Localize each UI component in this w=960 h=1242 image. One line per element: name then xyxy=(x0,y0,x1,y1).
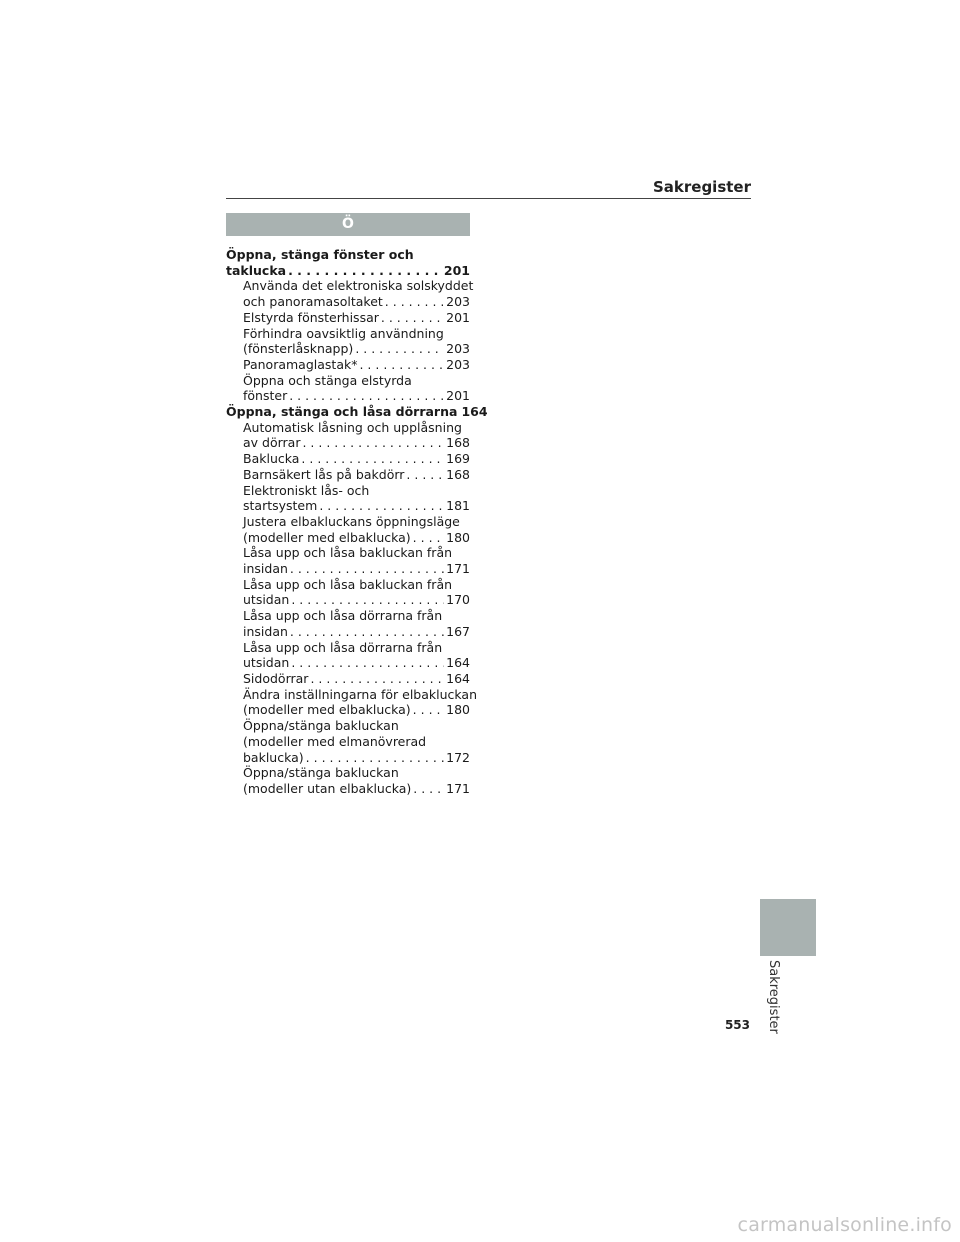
index-entry-line xyxy=(243,310,470,326)
index-entry-line xyxy=(243,561,470,577)
dot-leader xyxy=(289,655,444,671)
index-entry-term: insidan xyxy=(243,561,288,577)
index-entry-text-line: (modeller med elmanövrerad xyxy=(243,733,427,749)
index-entry-sub xyxy=(226,420,470,451)
index-entry-term: utsidan xyxy=(243,655,290,671)
index-entry-term: Elstyrda fönsterhissar xyxy=(243,309,379,325)
index-entry-line xyxy=(243,435,470,451)
index-entry-term: Sidodörrar xyxy=(243,670,309,686)
dot-leader xyxy=(288,561,444,577)
section-letter-band: Ö xyxy=(226,213,470,236)
side-tab-label: Sakregister xyxy=(766,960,781,1034)
dot-leader xyxy=(411,702,444,718)
index-entry-line xyxy=(243,781,470,797)
dot-leader xyxy=(357,357,444,373)
index-entry-page: 172 xyxy=(446,749,470,765)
index-entry-text-line: Låsa upp och låsa bakluckan från xyxy=(243,545,453,561)
dot-leader xyxy=(411,781,444,797)
index-entry-term: insidan xyxy=(243,623,288,639)
dot-leader xyxy=(300,435,444,451)
index-entry-term: Barnsäkert lås på bakdörr xyxy=(243,466,405,482)
index-entry-term: (modeller med elbaklucka) xyxy=(243,702,411,718)
index-entry-line xyxy=(243,467,470,483)
index-entry-term: (fönsterlåsknapp) xyxy=(243,341,354,357)
index-entry-line xyxy=(243,294,470,310)
index-entry-text-line: Justera elbakluckans öppningsläge xyxy=(243,513,460,529)
index-entry-line xyxy=(243,498,470,514)
dot-leader xyxy=(411,530,444,546)
index-entry-line xyxy=(226,404,488,420)
watermark: carmanualsonline.info xyxy=(737,1214,952,1236)
index-entry-sub xyxy=(226,718,470,765)
index-entry-sub xyxy=(226,545,470,576)
index-entry-term: Panoramaglastak* xyxy=(243,356,358,372)
index-entry-text-line: Förhindra oavsiktlig användning xyxy=(243,325,444,341)
index-entry-line xyxy=(243,357,470,373)
index-entry-page: 164 xyxy=(461,404,488,420)
index-entry-term: baklucka) xyxy=(243,749,304,765)
index-entry-page: 170 xyxy=(446,592,470,608)
index-entry-sub xyxy=(226,765,470,796)
dot-leader xyxy=(288,624,444,640)
index-entry-text-line: Öppna/stänga bakluckan xyxy=(243,718,399,734)
index-entry-sub xyxy=(226,373,470,404)
index-entry-sub xyxy=(226,310,470,326)
index-entry-text-line: Använda det elektroniska solskyddet xyxy=(243,278,474,294)
index-entry-page: 180 xyxy=(446,702,470,718)
index-entry-sub xyxy=(226,357,470,373)
index-entry-term: utsidan xyxy=(243,592,290,608)
index-entry-page: 164 xyxy=(446,670,470,686)
index-entry-text-line: Automatisk låsning och upplåsning xyxy=(243,419,462,435)
dot-leader xyxy=(304,750,444,766)
side-tab xyxy=(760,899,816,956)
index-entry-line xyxy=(243,671,470,687)
index-entry-line xyxy=(226,263,470,279)
index-entry-line xyxy=(243,702,470,718)
dot-leader xyxy=(308,671,444,687)
index-list xyxy=(226,247,488,797)
dot-leader xyxy=(317,498,444,514)
index-entry-text-line: Öppna och stänga elstyrda xyxy=(243,372,412,388)
index-entry-line xyxy=(243,451,470,467)
index-entry-page: 203 xyxy=(446,294,470,310)
index-entry-page: 181 xyxy=(446,498,470,514)
index-entry-page: 168 xyxy=(446,466,470,482)
index-entry-page: 201 xyxy=(446,388,470,404)
index-entry-term: (modeller med elbaklucka) xyxy=(243,529,411,545)
index-entry-line xyxy=(243,341,470,357)
dot-leader xyxy=(289,592,444,608)
index-entry-page: 201 xyxy=(446,309,470,325)
index-entry-text-line: Ändra inställningarna för elbakluckan xyxy=(243,686,478,702)
index-entry-term: och panoramasoltaket xyxy=(243,294,383,310)
index-entry-line xyxy=(243,624,470,640)
index-entry-main xyxy=(226,247,470,278)
index-entry-page: 201 xyxy=(443,262,470,278)
index-entry-main xyxy=(226,404,488,420)
index-entry-term: Öppna, stänga och låsa dörrarna xyxy=(226,404,458,420)
dot-leader xyxy=(353,341,444,357)
index-entry-page: 171 xyxy=(446,561,470,577)
page-number: 553 xyxy=(724,1018,750,1032)
index-entry-page: 180 xyxy=(446,529,470,545)
index-entry-page: 203 xyxy=(446,356,470,372)
index-entry-sub xyxy=(226,467,470,483)
dot-leader xyxy=(404,467,444,483)
index-entry-line xyxy=(243,750,470,766)
page-header-title: Sakregister xyxy=(652,178,751,196)
index-entry-term: av dörrar xyxy=(243,435,301,451)
dot-leader xyxy=(383,294,444,310)
index-entry-term: taklucka xyxy=(226,262,287,278)
dot-leader xyxy=(287,388,444,404)
index-entry-page: 167 xyxy=(446,623,470,639)
index-entry-sub xyxy=(226,451,470,467)
index-entry-line xyxy=(243,530,470,546)
index-entry-sub xyxy=(226,640,470,671)
index-entry-sub xyxy=(226,514,470,545)
dot-leader xyxy=(379,310,444,326)
index-entry-sub xyxy=(226,577,470,608)
index-entry-sub xyxy=(226,608,470,639)
index-entry-sub xyxy=(226,278,474,310)
index-entry-page: 169 xyxy=(446,451,470,467)
index-entry-page: 203 xyxy=(446,341,470,357)
dot-leader xyxy=(299,451,444,467)
index-entry-text-line: Elektroniskt lås- och xyxy=(243,482,370,498)
index-entry-term: startsystem xyxy=(243,498,318,514)
index-entry-sub xyxy=(226,686,478,718)
index-entry-page: 168 xyxy=(446,435,470,451)
index-entry-text-line: Låsa upp och låsa dörrarna från xyxy=(243,639,443,655)
index-entry-sub xyxy=(226,326,470,357)
index-entry-line xyxy=(243,388,470,404)
index-entry-page: 171 xyxy=(446,780,470,796)
index-entry-term: Baklucka xyxy=(243,451,300,467)
index-entry-text-line: Öppna/stänga bakluckan xyxy=(243,765,399,781)
index-entry-text-line: Låsa upp och låsa bakluckan från xyxy=(243,576,453,592)
index-entry-text-line: Låsa upp och låsa dörrarna från xyxy=(243,608,443,624)
index-entry-line xyxy=(243,655,470,671)
index-entry-term: (modeller utan elbaklucka) xyxy=(243,780,412,796)
index-entry-term: fönster xyxy=(243,388,288,404)
index-entry-text-line: Öppna, stänga fönster och xyxy=(226,247,414,262)
header-rule xyxy=(226,198,751,199)
index-entry-sub xyxy=(226,671,470,687)
index-entry-sub xyxy=(226,483,470,514)
dot-leader xyxy=(286,263,442,279)
index-entry-line xyxy=(243,592,470,608)
index-entry-page: 164 xyxy=(446,655,470,671)
